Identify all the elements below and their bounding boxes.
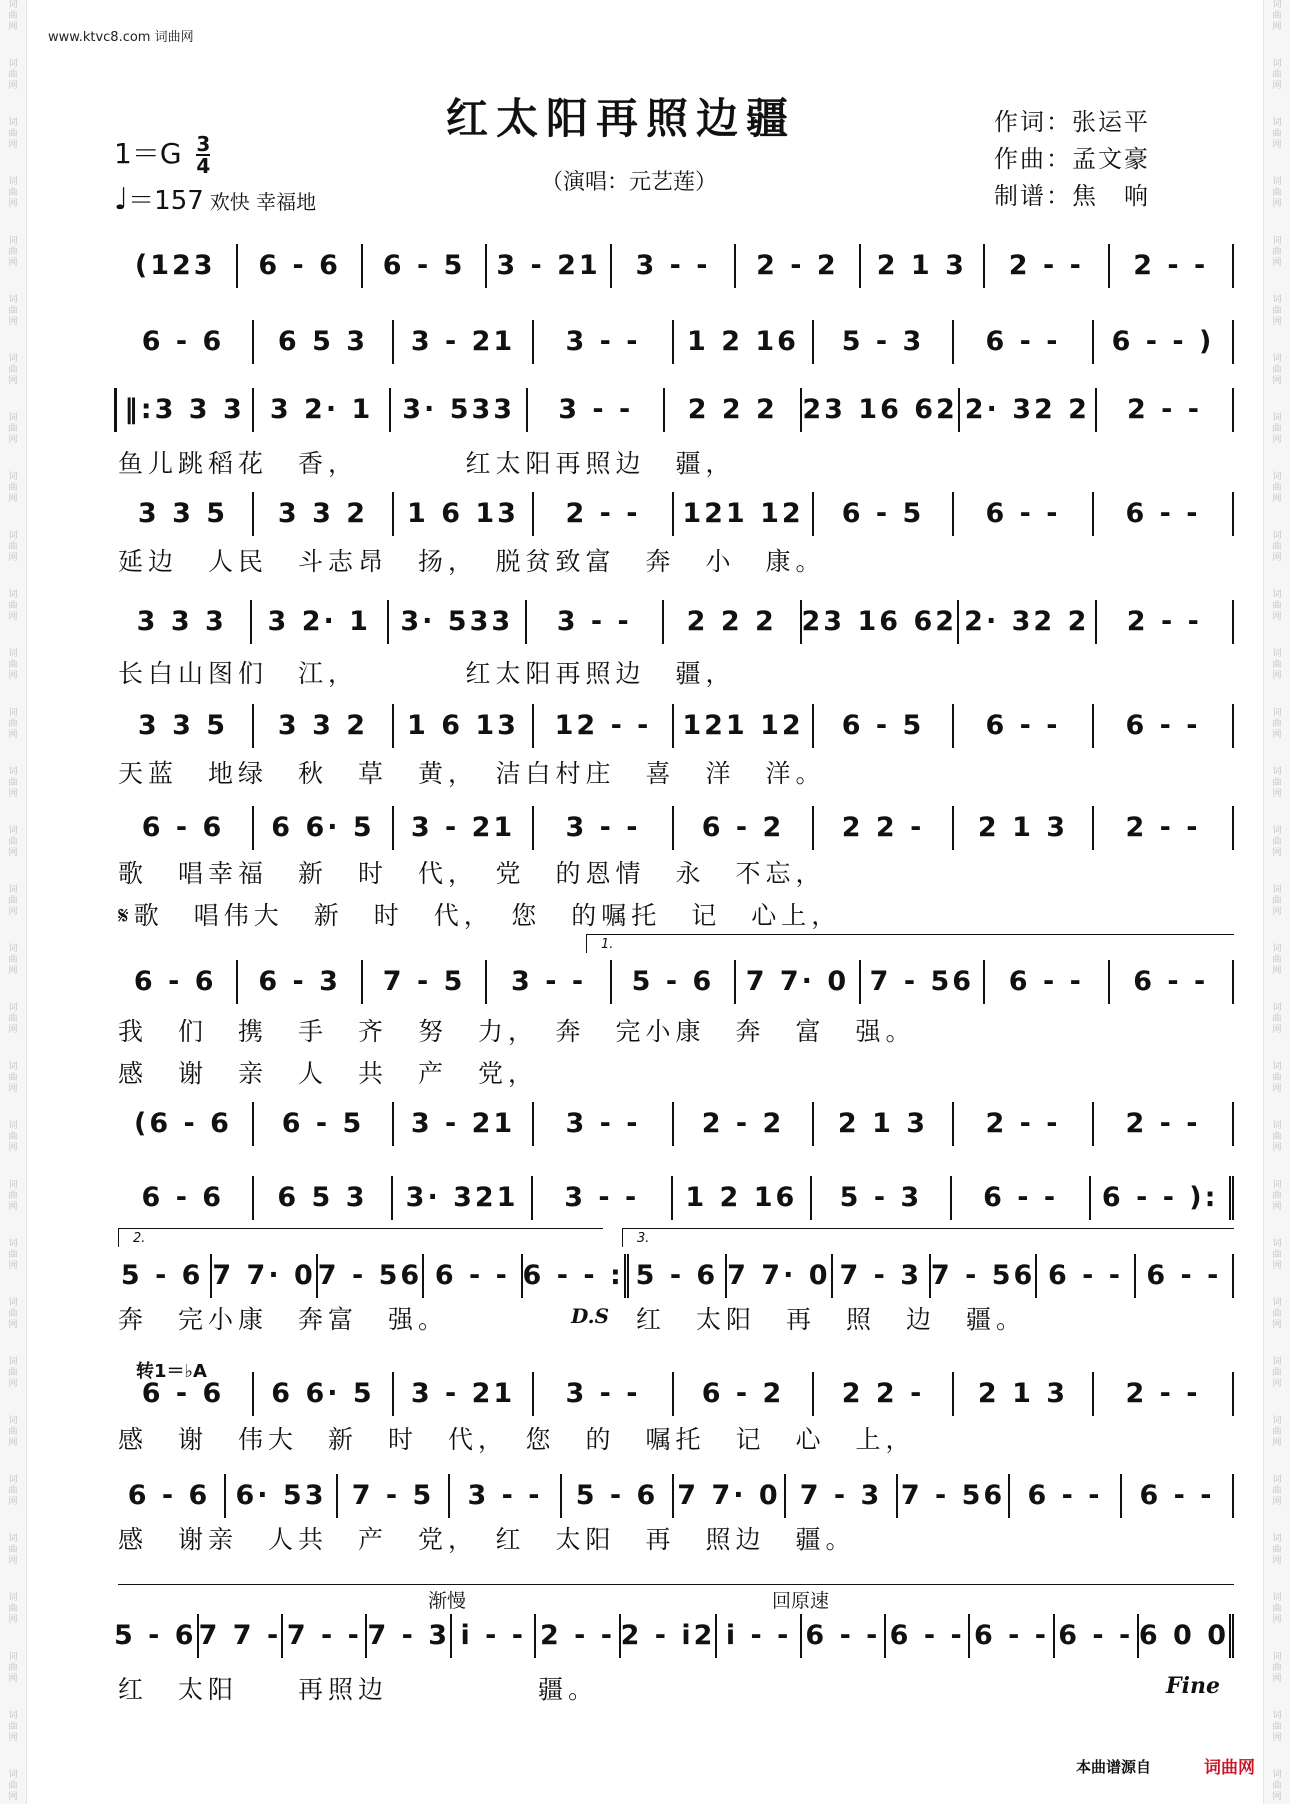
watermark-text: 词 曲 网 xyxy=(8,177,18,209)
measure: 2 1 3 xyxy=(814,1102,954,1146)
watermark-text: 词 曲 网 xyxy=(1272,0,1282,32)
measure: 6 5 3 xyxy=(254,320,394,364)
watermark-text: 词 曲 网 xyxy=(8,1475,18,1507)
tempo-style: 欢快 幸福地 xyxy=(209,190,317,214)
lyric-line: 鱼儿跳稻花 香， 红太阳再照边 疆， xyxy=(118,449,736,478)
measure: 6 - 6 xyxy=(114,1372,254,1416)
watermark-text: 词 曲 网 xyxy=(8,1239,18,1271)
ritardando-mark: 渐慢 xyxy=(428,1590,467,1612)
source-credit: 本曲谱源自 xyxy=(1076,1758,1152,1776)
measure: 3 3 2 xyxy=(254,704,394,748)
measure: 6 - - xyxy=(954,492,1094,536)
lyric-line: 长白山图们 江， 红太阳再照边 疆， xyxy=(118,659,736,688)
watermark-text: 词 曲 网 xyxy=(8,1534,18,1566)
time-numerator: 3 xyxy=(196,132,211,156)
measure: 5 - 6 xyxy=(612,960,736,1004)
measure: 3 - - xyxy=(534,806,674,850)
measure: 7 7· 0 xyxy=(212,1254,317,1298)
watermark-text: 词 曲 网 xyxy=(8,531,18,563)
measure: 6 - - xyxy=(1055,1614,1139,1658)
measure: i - - xyxy=(452,1614,536,1658)
music-line xyxy=(114,244,1234,288)
tempo-value: ＝157 xyxy=(128,186,204,216)
measure: 2· 32 2 xyxy=(959,600,1097,644)
watermark-text: 词 曲 网 xyxy=(1272,1652,1282,1684)
watermark-text: 词 曲 网 xyxy=(1272,649,1282,681)
measure: 7 7· 0 xyxy=(727,1254,832,1298)
watermark-text: 词 曲 网 xyxy=(1272,1239,1282,1271)
watermark-text: 词 曲 网 xyxy=(8,767,18,799)
measure: 2 - - xyxy=(1110,244,1234,288)
dal-segno-mark xyxy=(571,1304,609,1328)
measure: 2 - - xyxy=(1094,1372,1234,1416)
watermark-text: 词 曲 网 xyxy=(8,1652,18,1684)
measure: 6 - 6 xyxy=(114,1176,254,1220)
measure: 12 - - xyxy=(534,704,674,748)
measure: 3 - - xyxy=(612,244,736,288)
measure: 6 - 5 xyxy=(363,244,487,288)
measure: 6 - - xyxy=(1110,960,1234,1004)
watermark-text: 词 曲 网 xyxy=(1272,295,1282,327)
measure: 2 1 3 xyxy=(954,1372,1094,1416)
lyric-line: 感 谢 伟大 新 时 代， 您 的 嘱托 记 心 上， xyxy=(118,1425,916,1454)
watermark-text: 词 曲 网 xyxy=(8,649,18,681)
volta-bracket: 3. xyxy=(622,1228,1234,1247)
watermark-text: 词 曲 网 xyxy=(8,413,18,445)
watermark-text: 词 曲 网 xyxy=(1272,1475,1282,1507)
measure: 6 - 5 xyxy=(254,1102,394,1146)
watermark-text: 词 曲 网 xyxy=(8,236,18,268)
phrase-bracket xyxy=(118,1584,1234,1603)
measure: 6· 53 xyxy=(226,1474,338,1518)
time-denominator: 4 xyxy=(196,154,211,178)
lyric-line: 感 谢 亲 人 共 产 党， xyxy=(118,1059,539,1088)
watermark-text: 词 曲 网 xyxy=(1272,1770,1282,1802)
measure: 6 - - xyxy=(954,704,1094,748)
measure: 2 2 - xyxy=(814,1372,954,1416)
singer-credit: （演唱：元艺莲） xyxy=(541,170,718,195)
measure: 3 - - xyxy=(527,600,665,644)
measure: 6 - 6 xyxy=(114,960,238,1004)
music-line xyxy=(114,1614,1234,1658)
measure: 2 - - xyxy=(1094,1102,1234,1146)
a-tempo-mark: 回原速 xyxy=(772,1590,830,1612)
measure: 6 5 3 xyxy=(254,1176,394,1220)
measure: 7 - - xyxy=(283,1614,367,1658)
measure: 2 - - xyxy=(954,1102,1094,1146)
lyric-line: 红 太阳 再 照 边 疆。 xyxy=(636,1305,1027,1334)
score-page xyxy=(26,0,1264,1804)
measure: 6 - - xyxy=(1094,492,1234,536)
watermark-text: 词 曲 网 xyxy=(8,354,18,386)
measure: 7 - 3 xyxy=(786,1474,898,1518)
lyric-line: 红 太阳 再照边 疆。 xyxy=(118,1675,599,1704)
watermark-text: 词 曲 网 xyxy=(1272,1711,1282,1743)
music-line xyxy=(114,600,1234,644)
measure: 7 - 56 xyxy=(861,960,985,1004)
measure: ‖:3 3 3 xyxy=(117,388,254,432)
measure: 2 1 3 xyxy=(954,806,1094,850)
watermark-text: 词 曲 网 xyxy=(1272,944,1282,976)
measure: 2 2 - xyxy=(814,806,954,850)
music-line xyxy=(114,806,1234,850)
measure: 5 - 6 xyxy=(629,1254,727,1298)
lyric-line: 我 们 携 手 齐 努 力， 奔 完小康 奔 富 强。 xyxy=(118,1017,916,1046)
song-title: 红太阳再照边疆 xyxy=(446,94,797,143)
volta-bracket: 2. xyxy=(118,1228,603,1247)
watermark-text: 词 曲 网 xyxy=(1272,1062,1282,1094)
measure: 3 - - xyxy=(450,1474,562,1518)
measure: 23 16 62 xyxy=(802,600,960,644)
watermark-text: 词 曲 网 xyxy=(8,590,18,622)
music-line xyxy=(114,1254,1234,1298)
music-line xyxy=(114,388,1234,432)
measure: 5 - 3 xyxy=(814,320,954,364)
measure: 3· 533 xyxy=(389,600,527,644)
watermark-text: 词 曲 网 xyxy=(1272,472,1282,504)
measure: 1 2 16 xyxy=(673,1176,813,1220)
measure: 6 - - xyxy=(985,960,1109,1004)
measure: 2 - - xyxy=(985,244,1109,288)
measure: 6 - 6 xyxy=(114,320,254,364)
measure: 3 - 21 xyxy=(394,806,534,850)
measure: 7 - 56 xyxy=(898,1474,1010,1518)
dal-segno-label: D.S xyxy=(571,1304,610,1328)
watermark-text: 词 曲 网 xyxy=(8,59,18,91)
measure: 6 - - xyxy=(1010,1474,1122,1518)
watermark-text: 词 曲 网 xyxy=(8,1357,18,1389)
measure: 3 - 21 xyxy=(394,1372,534,1416)
measure: 3 - 21 xyxy=(394,1102,534,1146)
watermark-text: 词 曲 网 xyxy=(1272,767,1282,799)
measure: (6 - 6 xyxy=(114,1102,254,1146)
measure: 3 3 3 xyxy=(114,600,252,644)
composer-credit: 作曲：孟文豪 xyxy=(994,145,1150,173)
measure: 5 - 6 xyxy=(114,1254,212,1298)
watermark-text: 词 曲 网 xyxy=(8,1770,18,1802)
measure: 2 - 2 xyxy=(736,244,860,288)
watermark-text: 词 曲 网 xyxy=(8,826,18,858)
measure: 1 6 13 xyxy=(394,704,534,748)
measure: 7 - 56 xyxy=(318,1254,424,1298)
measure: 7 - 56 xyxy=(931,1254,1037,1298)
left-watermark-strip xyxy=(0,0,27,1804)
watermark-text: 词 曲 网 xyxy=(8,1062,18,1094)
measure: 6 0 0 xyxy=(1139,1614,1234,1658)
measure: 3 - - xyxy=(534,320,674,364)
measure: 3· 533 xyxy=(391,388,528,432)
transcriber-credit: 制谱：焦 响 xyxy=(994,182,1150,210)
measure: 2 - i2 xyxy=(621,1614,718,1658)
measure: 6 - - xyxy=(954,320,1094,364)
watermark-text: 词 曲 网 xyxy=(1272,1593,1282,1625)
measure: 6 - - : xyxy=(523,1254,629,1298)
measure: 2 - - xyxy=(1097,388,1234,432)
measure: 3 2· 1 xyxy=(254,388,391,432)
measure: 6 - 3 xyxy=(238,960,362,1004)
time-signature xyxy=(196,134,210,176)
measure: 6 - - xyxy=(802,1614,886,1658)
measure: 7 - 3 xyxy=(367,1614,452,1658)
watermark-text: 词 曲 网 xyxy=(8,118,18,150)
measure: 6 - - xyxy=(1037,1254,1135,1298)
lyric-line: 𝄋歌 唱伟大 新 时 代， 您 的嘱托 记 心上， xyxy=(118,901,842,930)
measure: 3 3 5 xyxy=(114,492,254,536)
measure: 5 - 6 xyxy=(562,1474,674,1518)
measure: 6 6· 5 xyxy=(254,1372,394,1416)
music-line xyxy=(114,492,1234,536)
measure: 2 - - xyxy=(534,492,674,536)
measure: 2 - - xyxy=(1094,806,1234,850)
watermark-text: 词 曲 网 xyxy=(1272,590,1282,622)
measure: 3 2· 1 xyxy=(252,600,390,644)
measure: 6 - - xyxy=(886,1614,970,1658)
watermark-text: 词 曲 网 xyxy=(1272,177,1282,209)
measure: 2 - 2 xyxy=(674,1102,814,1146)
music-line xyxy=(114,1102,1234,1146)
measure: 5 - 3 xyxy=(812,1176,952,1220)
measure: 3 - - xyxy=(534,1102,674,1146)
watermark-text: 词 曲 网 xyxy=(1272,1298,1282,1330)
measure: 7 7· 0 xyxy=(674,1474,786,1518)
watermark-text: 词 曲 网 xyxy=(1272,1121,1282,1153)
tempo-marking xyxy=(114,180,316,217)
watermark-text: 词 曲 网 xyxy=(1272,1357,1282,1389)
watermark-text: 词 曲 网 xyxy=(8,0,18,32)
key-label: 1＝G xyxy=(114,137,182,170)
measure: 2 1 3 xyxy=(861,244,985,288)
fine-mark: Fine xyxy=(1166,1673,1220,1699)
measure: 2· 32 2 xyxy=(960,388,1097,432)
watermark-text: 词 曲 网 xyxy=(8,1180,18,1212)
key-change-label: 转1＝♭A xyxy=(136,1361,207,1382)
measure: 6 - 5 xyxy=(814,704,954,748)
watermark-text: 词 曲 网 xyxy=(8,1003,18,1035)
lyric-line: 感 谢亲 人共 产 党， 红 太阳 再 照边 疆。 xyxy=(118,1525,856,1554)
watermark-text: 词 曲 网 xyxy=(1272,826,1282,858)
measure: 2 2 2 xyxy=(664,600,802,644)
measure: 2 2 2 xyxy=(665,388,802,432)
watermark-text: 词 曲 网 xyxy=(1272,1416,1282,1448)
music-line xyxy=(114,320,1234,364)
measure: 2 - - xyxy=(536,1614,620,1658)
right-watermark-strip xyxy=(1263,0,1290,1804)
key-signature xyxy=(114,132,210,176)
measure: 3 - - xyxy=(487,960,611,1004)
measure: 7 7 - xyxy=(199,1614,284,1658)
measure: 7 - 5 xyxy=(363,960,487,1004)
music-line xyxy=(114,704,1234,748)
watermark-text: 词 曲 网 xyxy=(8,1593,18,1625)
watermark-text: 词 曲 网 xyxy=(1272,1534,1282,1566)
measure: 3 - 21 xyxy=(487,244,611,288)
measure: 7 - 5 xyxy=(338,1474,450,1518)
measure: 121 12 xyxy=(674,704,814,748)
measure: i - - xyxy=(717,1614,801,1658)
measure: 5 - 6 xyxy=(114,1614,199,1658)
lyric-line: 奔 完小康 奔富 强。 xyxy=(118,1305,449,1334)
measure: 6 6· 5 xyxy=(254,806,394,850)
measure: 6 - - xyxy=(1094,704,1234,748)
measure: 6 - - xyxy=(970,1614,1054,1658)
measure: 3 - - xyxy=(533,1176,673,1220)
measure: 3 - 21 xyxy=(394,320,534,364)
measure: 6 - - xyxy=(1136,1254,1234,1298)
measure: 7 - 3 xyxy=(833,1254,931,1298)
measure: 2 - - xyxy=(1097,600,1235,644)
watermark-text: 词 曲 网 xyxy=(8,1711,18,1743)
site-logo[interactable]: 词曲网 xyxy=(1204,1758,1255,1778)
lyric-line: 天蓝 地绿 秋 草 黄， 洁白村庄 喜 洋 洋。 xyxy=(118,759,826,788)
watermark-text: 词 曲 网 xyxy=(8,1416,18,1448)
watermark-text: 词 曲 网 xyxy=(8,295,18,327)
music-line xyxy=(114,1176,1234,1220)
measure: 6 - 2 xyxy=(674,806,814,850)
measure: 3· 321 xyxy=(393,1176,533,1220)
watermark-text: 词 曲 网 xyxy=(8,885,18,917)
measure: 6 - 5 xyxy=(814,492,954,536)
measure: 6 - - ): xyxy=(1091,1176,1234,1220)
measure: 6 - - xyxy=(424,1254,522,1298)
watermark-text: 词 曲 网 xyxy=(8,944,18,976)
lyricist-credit: 作词：张运平 xyxy=(994,108,1150,136)
measure: 7 7· 0 xyxy=(736,960,860,1004)
credits-block xyxy=(994,104,1150,215)
watermark-text: 词 曲 网 xyxy=(1272,1003,1282,1035)
measure: 3 3 2 xyxy=(254,492,394,536)
watermark-text: 词 曲 网 xyxy=(1272,708,1282,740)
measure: (123 xyxy=(114,244,238,288)
watermark-text: 词 曲 网 xyxy=(8,1121,18,1153)
music-line xyxy=(114,1474,1234,1518)
watermark-text: 词 曲 网 xyxy=(1272,531,1282,563)
measure: 6 - 6 xyxy=(238,244,362,288)
watermark-text: 词 曲 网 xyxy=(1272,236,1282,268)
measure: 3 - - xyxy=(534,1372,674,1416)
lyric-line: 延边 人民 斗志昂 扬， 脱贫致富 奔 小 康。 xyxy=(118,547,826,576)
lyric-line: 歌 唱幸福 新 时 代， 党 的恩情 永 不忘， xyxy=(118,859,826,888)
watermark-text: 词 曲 网 xyxy=(1272,118,1282,150)
music-line xyxy=(114,1372,1234,1416)
watermark-text: 词 曲 网 xyxy=(1272,59,1282,91)
measure: 1 6 13 xyxy=(394,492,534,536)
measure: 6 - 2 xyxy=(674,1372,814,1416)
measure: 6 - - ) xyxy=(1094,320,1234,364)
measure: 1 2 16 xyxy=(674,320,814,364)
watermark-text: 词 曲 网 xyxy=(8,472,18,504)
watermark-text: 词 曲 网 xyxy=(1272,1180,1282,1212)
volta-bracket: 1. xyxy=(586,934,1234,953)
measure: 121 12 xyxy=(674,492,814,536)
watermark-text: 词 曲 网 xyxy=(1272,885,1282,917)
watermark-text: 词 曲 网 xyxy=(1272,413,1282,445)
watermark-text: 词 曲 网 xyxy=(1272,354,1282,386)
measure: 6 - 6 xyxy=(114,1474,226,1518)
site-url[interactable]: www.ktvc8.com 词曲网 xyxy=(48,30,194,45)
measure: 3 - - xyxy=(528,388,665,432)
measure: 3 3 5 xyxy=(114,704,254,748)
measure: 6 - - xyxy=(1122,1474,1234,1518)
measure: 6 - 6 xyxy=(114,806,254,850)
quarter-note-icon: ♩ xyxy=(114,182,129,217)
measure: 6 - - xyxy=(952,1176,1092,1220)
watermark-text: 词 曲 网 xyxy=(8,708,18,740)
measure: 23 16 62 xyxy=(802,388,960,432)
music-line xyxy=(114,960,1234,1004)
watermark-text: 词 曲 网 xyxy=(8,1298,18,1330)
